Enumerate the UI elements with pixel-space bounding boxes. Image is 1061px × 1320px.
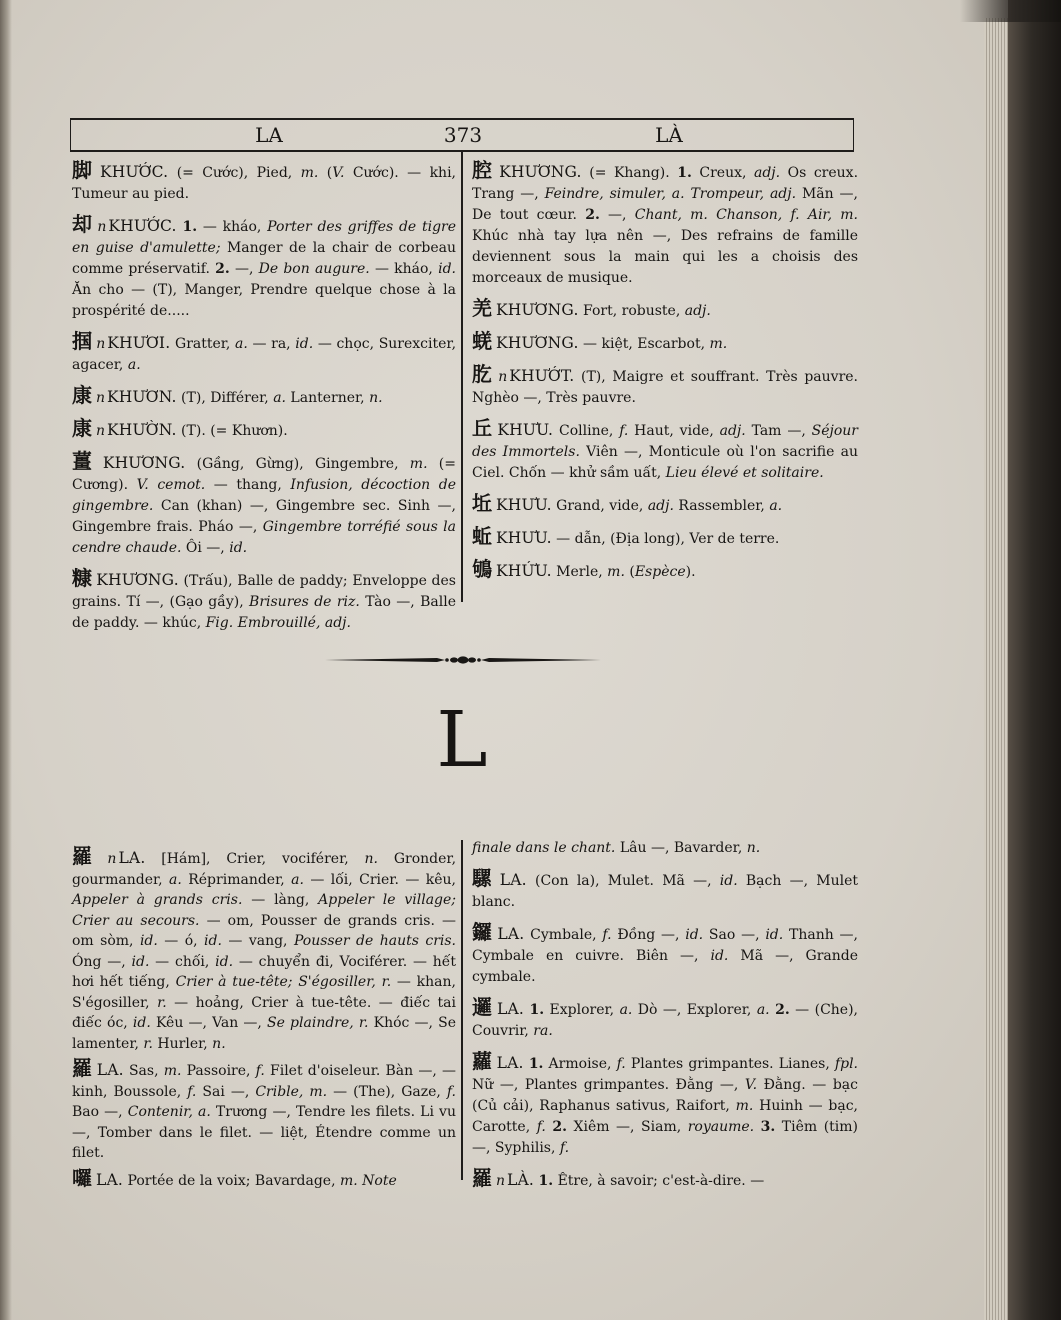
sense-number: 1. xyxy=(182,219,198,235)
entry-character: 丘 xyxy=(472,416,494,440)
entry-text: n. xyxy=(212,1035,226,1052)
book-top-corner xyxy=(960,0,1061,22)
book-cover-edge xyxy=(1008,0,1061,1320)
entry-text: Sao —, xyxy=(703,927,766,943)
entry-text: Dò —, Explorer, xyxy=(632,1002,757,1018)
entry-character: 薑 xyxy=(72,449,99,473)
sense-number: 1. xyxy=(677,165,692,181)
entry-text: Espèce xyxy=(634,564,686,580)
header-right-guideword: LÀ xyxy=(655,123,683,147)
entry-character: 坵 xyxy=(472,491,492,515)
entry-text: —, xyxy=(599,207,635,223)
ornament-center xyxy=(458,656,469,663)
entry-text: id. xyxy=(139,933,158,949)
entry-text: Thanh —, Cymbale en cuivre. Biên —, xyxy=(472,927,858,964)
entry-text: Brisures de riz. xyxy=(249,594,360,610)
page-number: 373 xyxy=(443,123,483,147)
dictionary-entry xyxy=(472,493,858,517)
entry-headword: KHƯƠNG. xyxy=(499,163,582,181)
entry-character: 掴 xyxy=(72,329,93,353)
entry-text: n. xyxy=(369,390,383,406)
entry-text: Appeler le village; Crier au secours. xyxy=(72,892,456,929)
entry-text: Appeler à grands cris. xyxy=(72,892,243,908)
entry-text: f. xyxy=(536,1119,546,1135)
dictionary-entry xyxy=(72,385,456,409)
entry-text: — kiệt, Escarbot, xyxy=(578,336,710,352)
column-bottom-left xyxy=(72,846,456,1195)
entry-text: [Hám], Crier, vociférer, xyxy=(145,851,365,867)
entry-headword: KHƯƠN. xyxy=(107,388,177,406)
entry-text: Réprimander, xyxy=(181,871,292,888)
entry-text: m. xyxy=(607,564,625,580)
entry-text: a. xyxy=(291,871,304,888)
entry-text: V. xyxy=(332,165,345,181)
entry-text: Gratter, xyxy=(170,336,236,352)
entry-text: (Con la), Mulet. Mã —, xyxy=(526,873,720,889)
entry-text: Cước). — khi, Tumeur au pied. xyxy=(72,165,456,202)
entry-character: 康 xyxy=(72,383,92,407)
entry-text: Plantes grimpantes. Lianes, xyxy=(625,1056,835,1072)
entry-text: Infusion, décoction de gingembre. xyxy=(72,477,456,514)
entry-character: 脚 xyxy=(72,158,96,182)
entry-text: — chối, xyxy=(149,953,216,970)
entry-text: id. xyxy=(710,948,729,964)
entry-text: fpl. xyxy=(834,1056,858,1072)
entry-text: m. xyxy=(709,336,728,352)
entry-text: Filet d'oiseleur. Bàn —, — kinh, Boussole, xyxy=(72,1063,456,1100)
entry-text: Khóc —, Se lamenter, xyxy=(72,1015,457,1052)
entry-headword: KHƯƠI. xyxy=(107,334,171,352)
entry-text: id. xyxy=(438,261,456,277)
dictionary-entry xyxy=(72,214,456,322)
entry-text: Note xyxy=(362,1172,397,1189)
entry-text: — (The), Gaze, xyxy=(327,1083,447,1100)
entry-text: Đằng. — bạc (Củ cải), Raphanus sativus, Raifort, xyxy=(472,1077,858,1114)
entry-text: Chant, m. Chanson, f. Air, m. xyxy=(634,207,858,223)
entry-text: m. xyxy=(735,1098,754,1114)
entry-text: Hurler, xyxy=(152,1035,213,1052)
entry-character: 囉 xyxy=(72,1165,92,1190)
entry-text: Passoire, xyxy=(181,1063,256,1079)
entry-text: (T), Différer, xyxy=(176,390,274,406)
entry-text: Bạch —, Mulet blanc. xyxy=(472,873,858,910)
entry-text: — dẫn, (Địa long), Ver de terre. xyxy=(551,531,780,547)
column-divider-top xyxy=(461,150,463,602)
entry-text: a. xyxy=(769,498,783,514)
entry-text: Can (khan) —, Gingembre sec. Sinh —, Gingembre frais. Pháo —, xyxy=(72,498,456,535)
dictionary-entry xyxy=(472,838,858,859)
ornament-bead xyxy=(450,657,458,662)
entry-headword: KHƯƠNG. xyxy=(102,454,186,472)
entry-text: r. xyxy=(143,1035,153,1052)
entry-text: Mãn —, De tout cœur. xyxy=(472,186,858,223)
entry-text: a. xyxy=(169,871,182,888)
entry-text: Ăn cho — (T), Manger, Prendre quelque chose à la prospérité de..... xyxy=(72,282,456,319)
entry-text: Grand, vide, xyxy=(551,498,648,514)
entry-headword: LÀ. xyxy=(507,1171,535,1189)
entry-text: id. xyxy=(132,1015,151,1031)
entry-text: m. xyxy=(300,165,319,181)
entry-text: Gingembre torréfié sous la cendre chaude. xyxy=(72,519,456,556)
entry-headword: KHƯƠNG. xyxy=(496,334,579,352)
entry-text: Tào —, Balle de paddy. — khúc, xyxy=(72,594,456,631)
entry-character: 邏 xyxy=(472,995,493,1019)
sense-number: 1. xyxy=(538,1173,554,1189)
entry-headword: KHƯU. xyxy=(496,496,552,514)
entry-text: Nữ —, Plantes grimpantes. Đằng —, xyxy=(472,1077,745,1093)
dictionary-entry xyxy=(472,997,858,1042)
entry-text: — khan, S'égosiller, xyxy=(72,974,456,1011)
entry-text: id. xyxy=(215,953,234,970)
entry-text: r. xyxy=(157,994,167,1011)
entry-headword: KHƯỚT. xyxy=(509,367,575,385)
entry-grammar-marker: n xyxy=(498,369,508,385)
sense-number: 2. xyxy=(552,1119,567,1135)
dictionary-entry xyxy=(72,568,456,634)
entry-text: f. xyxy=(602,927,612,943)
entry-text: Haut, vide, xyxy=(628,423,720,439)
dictionary-entry xyxy=(472,526,858,550)
entry-character: 蚯 xyxy=(472,524,492,548)
entry-grammar-marker: n xyxy=(96,390,106,406)
entry-text: — kháo, xyxy=(369,261,439,277)
entry-headword: KHƯỚC. xyxy=(108,217,177,235)
entry-text: — lối, Crier. — kêu, xyxy=(303,871,456,888)
entry-headword: KHƯƠNG. xyxy=(496,301,579,319)
section-ornament xyxy=(325,648,601,672)
entry-grammar-marker: n xyxy=(96,423,106,439)
dictionary-entry xyxy=(472,331,858,355)
entry-grammar-marker: n xyxy=(97,219,107,235)
column-top-right xyxy=(472,160,858,592)
ornament-bead xyxy=(468,657,476,662)
entry-text: — chuyển đi, Vociférer. — hết hơi hết tiếng, xyxy=(72,953,456,990)
entry-character: 羅 xyxy=(72,1056,93,1080)
entry-text: a. xyxy=(235,336,248,352)
entry-text: Kêu —, Van —, xyxy=(150,1015,268,1031)
entry-character: 鑼 xyxy=(472,920,494,944)
entry-text: Fort, robuste, xyxy=(578,303,685,319)
entry-text: Sai —, xyxy=(196,1083,256,1100)
entry-text: (Gầng, Gừng), Gingembre, xyxy=(185,456,410,472)
dictionary-entry xyxy=(472,1051,858,1159)
header-left-guideword: LA xyxy=(255,123,283,147)
entry-text: a. xyxy=(273,390,286,406)
entry-text: Crier à tue-tête; S'égosiller, r. xyxy=(175,974,392,990)
entry-text: ( xyxy=(624,564,635,580)
entry-text: Lâu —, Bavarder, xyxy=(615,840,747,856)
entry-headword: KHƯỜN. xyxy=(107,421,177,439)
entry-text: —, xyxy=(229,261,259,277)
entry-text: finale dans le chant. xyxy=(472,840,616,856)
entry-text: Viên —, Monticule où l'on sacrifie au Ciel. Chốn — khử sầm uất, xyxy=(472,444,858,481)
entry-text: — thang, xyxy=(205,477,291,493)
entry-headword: LA. xyxy=(499,871,527,889)
entry-text: Os creux. Trang —, xyxy=(472,165,859,202)
entry-character: 蘿 xyxy=(472,1049,493,1073)
entry-character: 羅 xyxy=(72,844,104,868)
entry-text: Lieu élevé et solitaire. xyxy=(665,465,824,481)
entry-text: — chọc, Surexciter, agacer, xyxy=(72,336,457,373)
entry-grammar-marker: n xyxy=(96,336,106,352)
entry-text: Merle, xyxy=(551,564,608,580)
entry-text: Lanterner, xyxy=(285,390,370,406)
entry-text: Tiêm (tim) —, Syphilis, xyxy=(472,1119,858,1156)
entry-headword: LA. xyxy=(118,849,146,867)
entry-text: id. xyxy=(719,873,738,889)
entry-text: — (Che), Couvrir, xyxy=(472,1002,858,1039)
dictionary-entry xyxy=(72,1058,456,1164)
entry-text: (T). (= Khươn). xyxy=(176,423,288,439)
dictionary-entry xyxy=(472,418,858,484)
entry-text: Feindre, simuler, a. Trompeur, adj. xyxy=(544,186,797,202)
entry-text: Sas, xyxy=(123,1063,164,1079)
dictionary-entry xyxy=(472,1168,858,1192)
sense-number: 2. xyxy=(585,207,600,223)
entry-text: Rassembler, xyxy=(673,498,770,514)
entry-character: 騾 xyxy=(472,866,496,890)
entry-text: adj. xyxy=(684,303,711,319)
entry-text: — ó, xyxy=(157,933,205,949)
entry-headword: KHƯƠNG. xyxy=(96,571,179,589)
entry-character: 腔 xyxy=(472,158,496,182)
entry-text: Óng —, xyxy=(72,953,132,970)
entry-text: — ra, xyxy=(247,336,296,352)
dictionary-entry xyxy=(472,868,858,913)
entry-character: 羅 xyxy=(472,1166,492,1190)
column-top-left xyxy=(72,160,456,643)
entry-text: Gronder, gourmander, xyxy=(72,851,457,888)
section-letter: L xyxy=(436,696,488,785)
entry-text: — vang, xyxy=(221,933,294,949)
entry-text: — om, Pousser de grands cris. — om sòm, xyxy=(72,912,456,949)
entry-text: Armoise, xyxy=(543,1056,617,1072)
entry-text: n. xyxy=(364,851,378,867)
entry-text: f. xyxy=(255,1063,265,1079)
entry-headword: LA. xyxy=(497,1000,525,1018)
dictionary-entry xyxy=(472,298,858,322)
ornament-bead xyxy=(477,658,481,662)
entry-text: (= Cước), Pied, xyxy=(168,165,301,181)
entry-headword: KHƯU. xyxy=(497,421,554,439)
running-header xyxy=(70,118,854,152)
entry-text: Mã —, Grande cymbale. xyxy=(472,948,859,985)
dictionary-entry xyxy=(72,418,456,442)
entry-text: Pousser de hauts cris. xyxy=(293,933,457,949)
ornament-right-arm xyxy=(481,658,601,662)
column-divider-bottom xyxy=(461,840,463,1180)
entry-text: — làng, xyxy=(242,892,319,908)
entry-text: ( xyxy=(318,165,333,181)
entry-text: adj. xyxy=(719,423,746,439)
entry-headword: LA. xyxy=(96,1170,124,1189)
entry-text: (= Cương). xyxy=(72,456,456,493)
page-block-edges xyxy=(984,18,1008,1320)
entry-text: id. xyxy=(229,540,248,556)
entry-grammar-marker: n xyxy=(496,1173,506,1189)
entry-headword: LA. xyxy=(497,925,525,943)
entry-text: Xiêm —, Siam, xyxy=(567,1119,688,1135)
sense-number: 3. xyxy=(760,1119,776,1135)
entry-text: f. xyxy=(619,423,629,439)
entry-character: 蜣 xyxy=(472,329,492,353)
entry-headword: KHỨU. xyxy=(496,562,552,580)
dictionary-entry xyxy=(472,922,858,988)
entry-headword: LA. xyxy=(496,1054,524,1072)
dictionary-entry xyxy=(472,160,858,289)
entry-character: 康 xyxy=(72,416,92,440)
entry-text: n. xyxy=(746,840,761,856)
dictionary-entry xyxy=(472,559,858,583)
entry-text: f. xyxy=(616,1056,626,1072)
entry-text: Ôi —, xyxy=(181,540,230,556)
entry-text: id. xyxy=(204,933,222,949)
ornament-bead xyxy=(445,658,449,662)
entry-text: Porter des griffes de tigre en guise d'amulette; xyxy=(72,219,457,256)
entry-grammar-marker: n xyxy=(107,851,117,867)
entry-character: 却 xyxy=(72,212,94,236)
dictionary-entry xyxy=(72,451,456,559)
entry-text: De bon augure. xyxy=(258,261,370,277)
sense-number: 2. xyxy=(775,1002,790,1018)
entry-text: a. xyxy=(619,1002,633,1018)
entry-text: a. xyxy=(756,1002,770,1018)
sense-number: 2. xyxy=(215,261,230,277)
entry-text: Bao —, xyxy=(72,1104,128,1120)
entry-character: 糠 xyxy=(72,566,93,590)
entry-text: f. xyxy=(187,1083,197,1100)
entry-text: f. xyxy=(446,1083,457,1100)
entry-text: f. xyxy=(559,1140,570,1156)
entry-text: ra. xyxy=(533,1023,553,1039)
entry-text: a. xyxy=(127,357,141,373)
entry-text: Portée de la voix; Bavardage, xyxy=(123,1172,340,1189)
entry-character: 羌 xyxy=(472,296,492,320)
entry-text: Contenir, a. xyxy=(127,1104,211,1120)
sense-number: 1. xyxy=(529,1002,545,1018)
entry-text: adj. xyxy=(647,498,674,514)
entry-text: V. xyxy=(744,1077,758,1093)
entry-text: id. xyxy=(295,336,314,352)
entry-text: Explorer, xyxy=(544,1002,620,1018)
entry-text: royaume. xyxy=(687,1119,755,1135)
entry-text: adj. xyxy=(753,165,781,181)
entry-text: Séjour des Immortels. xyxy=(472,423,858,460)
entry-headword: LA. xyxy=(96,1061,124,1079)
entry-text: Khúc nhà tay lựa nên —, Des refrains de famille deviennent sous la main qui les a choisis des morceaux de musique. xyxy=(472,228,858,286)
entry-text: Se plaindre, r. xyxy=(267,1015,369,1031)
entry-text: Creux, xyxy=(691,165,754,181)
entry-headword: KHƯU. xyxy=(496,529,552,547)
entry-text: Tam —, xyxy=(745,423,812,439)
entry-text: — kháo, xyxy=(197,219,268,235)
dictionary-entry xyxy=(72,846,456,1054)
entry-text: Fig. Embrouillé, adj. xyxy=(205,615,351,631)
dictionary-entry xyxy=(72,331,456,376)
entry-text: id. xyxy=(131,953,150,970)
entry-text: id. xyxy=(765,927,784,943)
entry-text: Đồng —, xyxy=(611,927,686,943)
entry-text: m. xyxy=(409,456,428,472)
entry-text: V. cemot. xyxy=(136,477,206,493)
facing-page-edge xyxy=(0,0,12,1320)
entry-text: id. xyxy=(685,927,704,943)
entry-text: m. xyxy=(339,1172,358,1189)
column-bottom-right xyxy=(472,838,858,1201)
dictionary-entry xyxy=(472,364,858,409)
dictionary-entry xyxy=(72,160,456,205)
entry-text: Cymbale, xyxy=(524,927,603,943)
entry-text: (T), Maigre et souffrant. Très pauvre. Nghèo —, Très pauvre. xyxy=(472,369,859,406)
entry-character: 鴝 xyxy=(472,557,492,581)
entry-character: 肐 xyxy=(472,362,495,386)
entry-text: m. xyxy=(163,1063,182,1079)
dictionary-entry xyxy=(72,1165,456,1192)
entry-text: Colline, xyxy=(553,423,620,439)
ornament-left-arm xyxy=(325,658,445,662)
entry-text: (Trấu), Balle de paddy; Enveloppe des grains. Tí —, (Gạo gầy), xyxy=(72,573,456,610)
entry-text: Crible, m. xyxy=(255,1083,328,1100)
entry-text: Huinh — bạc, Carotte, xyxy=(472,1098,859,1135)
entry-headword: KHƯỚC. xyxy=(99,163,169,181)
entry-text: — hoảng, Crier à tue-tête. — điếc tai điếc óc, xyxy=(72,994,456,1031)
entry-text: Manger de la chair de corbeau comme préservatif. xyxy=(72,240,456,277)
entry-text: Être, à savoir; c'est-à-dire. — xyxy=(553,1173,765,1189)
sense-number: 1. xyxy=(528,1056,544,1072)
entry-text: ). xyxy=(685,564,696,580)
entry-text: (= Khang). xyxy=(581,165,678,181)
entry-text: Trương —, Tendre les filets. Li vu —, Tomber dans le filet. — liệt, Étendre comme un filet. xyxy=(72,1104,456,1161)
